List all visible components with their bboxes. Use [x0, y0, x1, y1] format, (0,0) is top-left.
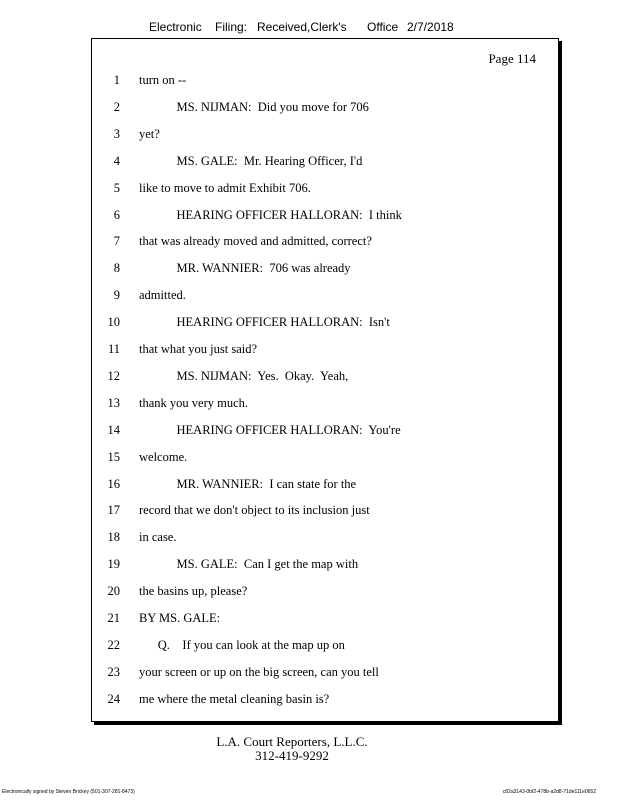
- line-number: 6: [113, 207, 120, 222]
- line-text: MR. WANNIER: I can state for the: [139, 476, 357, 491]
- transcript-line: [92, 584, 558, 602]
- line-number: 8: [113, 261, 120, 276]
- transcript-line: [92, 530, 558, 548]
- line-number: 21: [107, 611, 120, 625]
- transcript-line: [92, 477, 558, 495]
- transcript-line: [92, 396, 558, 414]
- line-number: 12: [107, 368, 120, 383]
- transcript-line: [92, 154, 558, 172]
- line-number: 19: [107, 557, 120, 572]
- transcript-line: [92, 181, 558, 199]
- line-number: 24: [107, 691, 120, 706]
- line-number: 1: [113, 73, 120, 87]
- electronic-signature: Electronically signed by Steven Brickey (501-307-281-8473): [2, 789, 135, 795]
- line-text: MS. NIJMAN: Did you move for 706: [139, 99, 369, 114]
- line-text: MS. NIJMAN: Yes. Okay. Yeah,: [139, 368, 349, 383]
- line-text: BY MS. GALE:: [139, 611, 221, 625]
- transcript-line: [92, 665, 558, 683]
- filing-header-filing: Filing:: [215, 20, 248, 34]
- line-text: thank you very much.: [139, 395, 249, 410]
- line-text: admitted.: [139, 288, 186, 303]
- transcript-line: [92, 611, 558, 629]
- line-text: HEARING OFFICER HALLORAN: Isn't: [139, 315, 390, 330]
- line-text: in case.: [139, 530, 177, 545]
- line-number: 7: [113, 234, 120, 249]
- transcript-line: [92, 423, 558, 441]
- filing-header-electronic: Electronic: [149, 20, 202, 34]
- line-text: the basins up, please?: [139, 584, 248, 599]
- line-text: record that we don't object to its inclusion just: [139, 503, 370, 518]
- line-number: 9: [113, 288, 120, 303]
- filing-header-date: 2/7/2018: [407, 20, 454, 34]
- transcript-line: [92, 369, 558, 387]
- line-number: 18: [107, 530, 120, 545]
- reporter-phone: 312-419-9292: [255, 748, 329, 763]
- line-text: Q. If you can look at the map up on: [139, 637, 345, 652]
- filing-header-office: Office: [367, 20, 399, 34]
- reporter-firm-name: L.A. Court Reporters, L.L.C.: [216, 734, 368, 749]
- filing-header-received: Received,Clerk's: [257, 20, 347, 34]
- line-number: 17: [107, 503, 120, 518]
- line-number: 16: [107, 476, 120, 491]
- transcript-line: [92, 557, 558, 575]
- line-text: turn on --: [139, 73, 187, 87]
- transcript-line: [92, 208, 558, 226]
- page-number: Page 114: [488, 51, 536, 66]
- line-number: 2: [113, 99, 120, 114]
- transcript-line: [92, 234, 558, 252]
- line-number: 10: [107, 315, 120, 330]
- transcript-line: [92, 127, 558, 145]
- transcript-line: [92, 450, 558, 468]
- transcript-line: [92, 503, 558, 521]
- line-text: welcome.: [139, 449, 188, 464]
- line-number: 11: [107, 342, 120, 356]
- line-number: 5: [113, 180, 120, 195]
- transcript-line: [92, 100, 558, 118]
- line-text: MS. GALE: Can I get the map with: [139, 557, 359, 572]
- transcript-line: [92, 315, 558, 333]
- line-number: 3: [113, 126, 120, 141]
- line-text: that was already moved and admitted, correct?: [139, 234, 372, 249]
- transcript-line: [92, 692, 558, 710]
- line-number: 22: [107, 637, 120, 652]
- transcript-line: [92, 73, 558, 91]
- transcript-line: [92, 261, 558, 279]
- line-number: 20: [107, 584, 120, 599]
- line-text: MR. WANNIER: 706 was already: [139, 261, 351, 276]
- transcript-page: [91, 38, 559, 722]
- transcript-line: [92, 288, 558, 306]
- line-text: HEARING OFFICER HALLORAN: You're: [139, 422, 401, 437]
- line-number: 23: [107, 664, 120, 679]
- line-text: me where the metal cleaning basin is?: [139, 691, 330, 706]
- line-text: that what you just said?: [139, 342, 258, 356]
- line-text: your screen or up on the big screen, can you tell: [139, 664, 379, 679]
- line-text: like to move to admit Exhibit 706.: [139, 180, 311, 195]
- line-number: 13: [107, 395, 120, 410]
- line-text: HEARING OFFICER HALLORAN: I think: [139, 207, 402, 222]
- document-hash: c82a3143-0bf2-478b-a2d8-71de111e0652: [502, 789, 596, 795]
- line-text: MS. GALE: Mr. Hearing Officer, I'd: [139, 153, 363, 168]
- transcript-line: [92, 638, 558, 656]
- transcript-line: [92, 342, 558, 360]
- line-number: 14: [107, 422, 120, 437]
- line-text: yet?: [139, 126, 160, 141]
- line-number: 15: [107, 449, 120, 464]
- line-number: 4: [113, 153, 120, 168]
